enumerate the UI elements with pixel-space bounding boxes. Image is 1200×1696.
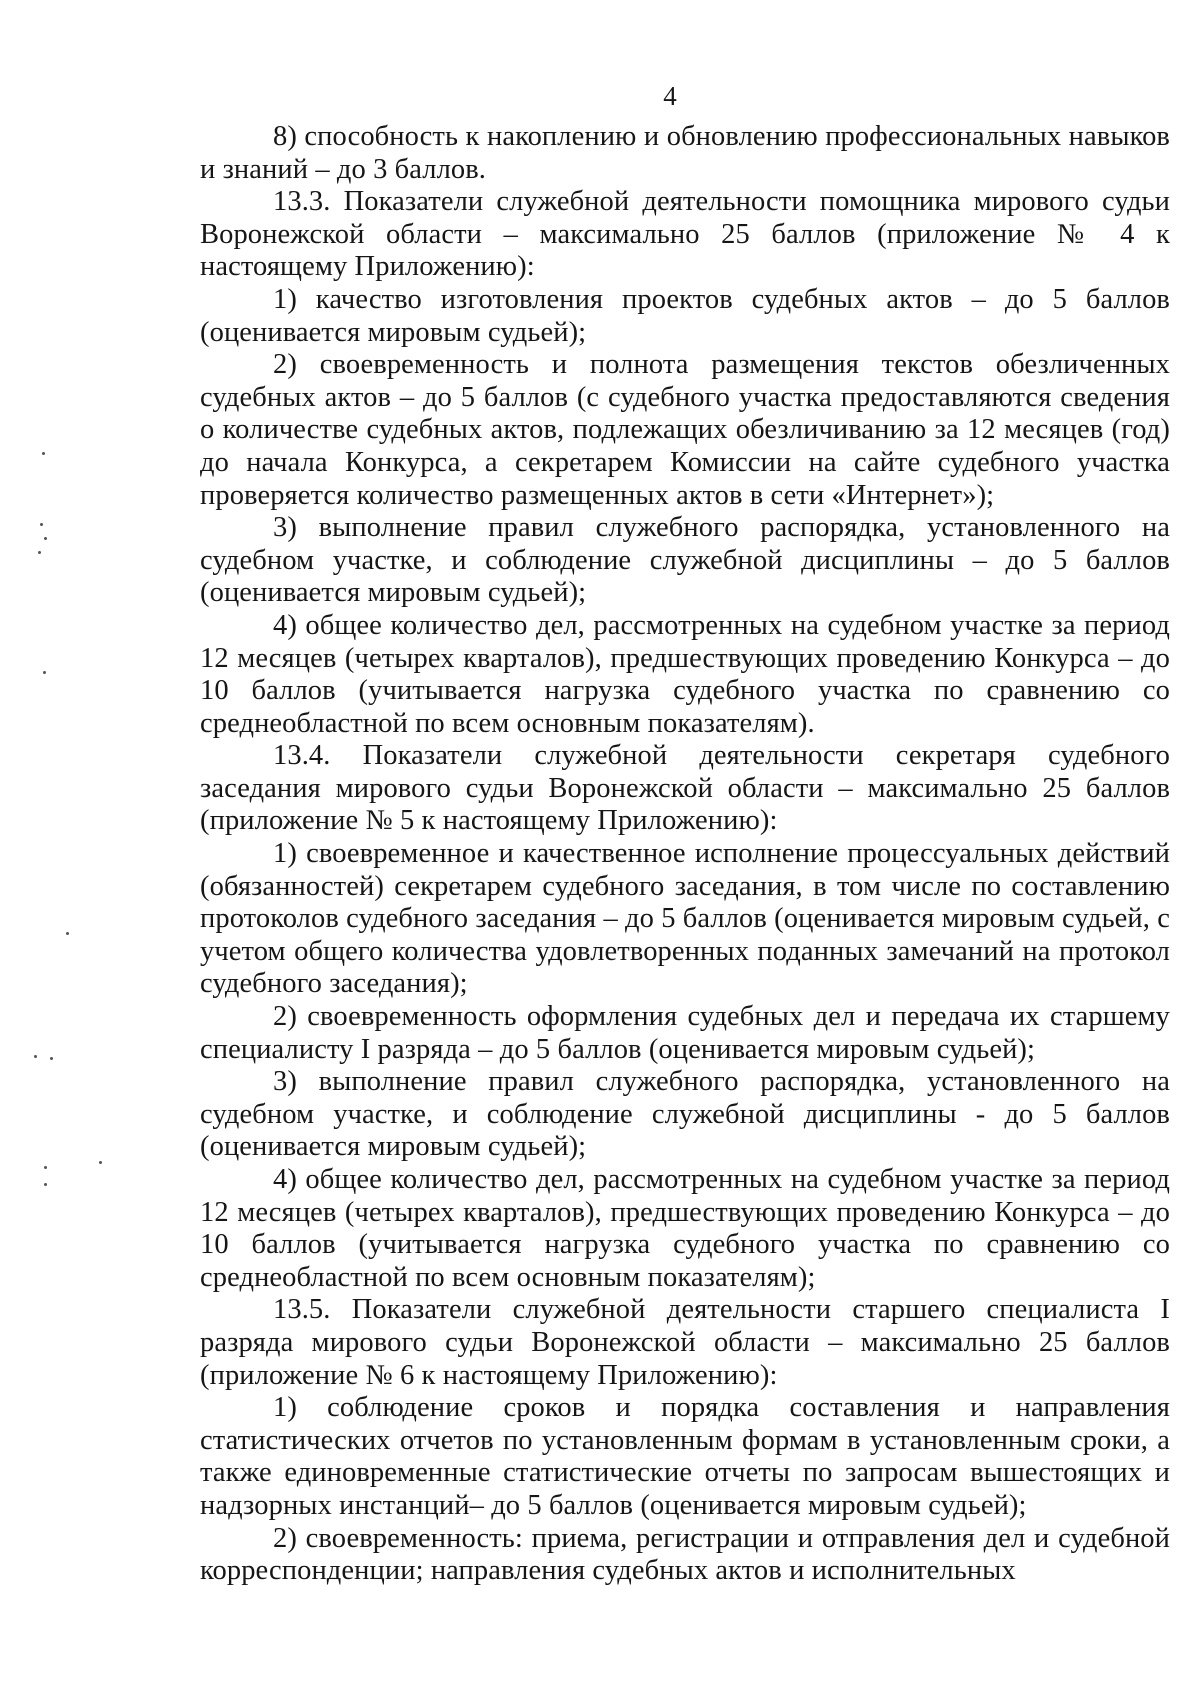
document-body: [200, 121, 1170, 1588]
scan-speck: [40, 523, 43, 526]
page-number: 4: [663, 81, 677, 111]
scan-speck: [42, 452, 45, 455]
scan-speck: [50, 1057, 53, 1060]
paragraph-8-skills: 8) способность к накоплению и обновлению профессиональных навыков и знаний – до 3 баллов.: [200, 121, 1170, 185]
paragraph-13-3-item-4: 4) общее количество дел, рассмотренных на судебном участке за период 12 месяцев (четырех кварталов), предшествующих проведению Конкурса – до 10 баллов (учитывается нагрузка судебного участка по сравнению со среднеобластной по всем основным показателям).: [200, 609, 1170, 739]
scan-speck: [66, 932, 69, 935]
paragraph-13-4-item-1: 1) своевременное и качественное исполнение процессуальных действий (обязанностей) секретарем судебного заседания, в том числе по составлению протоколов судебного заседания – до 5 баллов (оценивается мировым судьей, с учетом общего количества удовлетворенных поданных замечаний на протокол судебного заседания);: [200, 838, 1170, 1000]
paragraph-13-4-item-4: 4) общее количество дел, рассмотренных на судебном участке за период 12 месяцев (четырех кварталов), предшествующих проведению Конкурса – до 10 баллов (учитывается нагрузка судебного участка по сравнению со среднеобластной по всем основным показателям);: [200, 1164, 1170, 1293]
paragraph-13-5-heading: 13.5. Показатели служебной деятельности старшего специалиста I разряда мирового судьи Воронежской области – максимально 25 баллов (приложение № 6 к настоящему Приложению):: [200, 1294, 1170, 1391]
scan-speck: [44, 537, 47, 540]
scan-speck: [34, 1055, 37, 1058]
paragraph-13-4-item-3: 3) выполнение правил служебного распорядка, установленного на судебном участке, и соблюдение служебной дисциплины - до 5 баллов (оценивается мировым судьей);: [200, 1066, 1170, 1163]
paragraph-13-3-item-3: 3) выполнение правил служебного распорядка, установленного на судебном участке, и соблюдение служебной дисциплины – до 5 баллов (оценивается мировым судьей);: [200, 512, 1170, 609]
paragraph-13-4-item-2: 2) своевременность оформления судебных дел и передача их старшему специалисту I разряда – до 5 баллов (оценивается мировым судьей);: [200, 1001, 1170, 1065]
scan-speck: [99, 1161, 102, 1164]
paragraph-13-3-heading: 13.3. Показатели служебной деятельности помощника мирового судьи Воронежской области – максимально 25 баллов (приложение № 4 к настоящему Приложению):: [200, 186, 1170, 283]
scan-speck: [44, 1183, 47, 1186]
scan-speck: [43, 671, 46, 674]
scan-speck: [38, 551, 41, 554]
scan-speck: [44, 1166, 47, 1169]
paragraph-13-4-heading: 13.4. Показатели служебной деятельности секретаря судебного заседания мирового судьи Воронежской области – максимально 25 баллов (приложение № 5 к настоящему Приложению):: [200, 740, 1170, 837]
paragraph-13-3-item-2: 2) своевременность и полнота размещения текстов обезличенных судебных актов – до 5 баллов (с судебного участка предоставляются сведения о количестве судебных актов, подлежащих обезличиванию за 12 месяцев (год) до начала Конкурса, а секретарем Комиссии на сайте судебного участка проверяется количество размещенных актов в сети «Интернет»);: [200, 349, 1170, 511]
paragraph-13-5-item-1: 1) соблюдение сроков и порядка составления и направления статистических отчетов по установленным формам в установленным сроки, а также единовременные статистические отчеты по запросам вышестоящих и надзорных инстанций– до 5 баллов (оценивается мировым судьей);: [200, 1392, 1170, 1521]
paragraph-13-5-item-2: 2) своевременность: приема, регистрации и отправления дел и судебной корреспонденции; направления судебных актов и исполнительных: [200, 1522, 1170, 1587]
paragraph-13-3-item-1: 1) качество изготовления проектов судебных актов – до 5 баллов (оценивается мировым судьей);: [200, 283, 1170, 348]
